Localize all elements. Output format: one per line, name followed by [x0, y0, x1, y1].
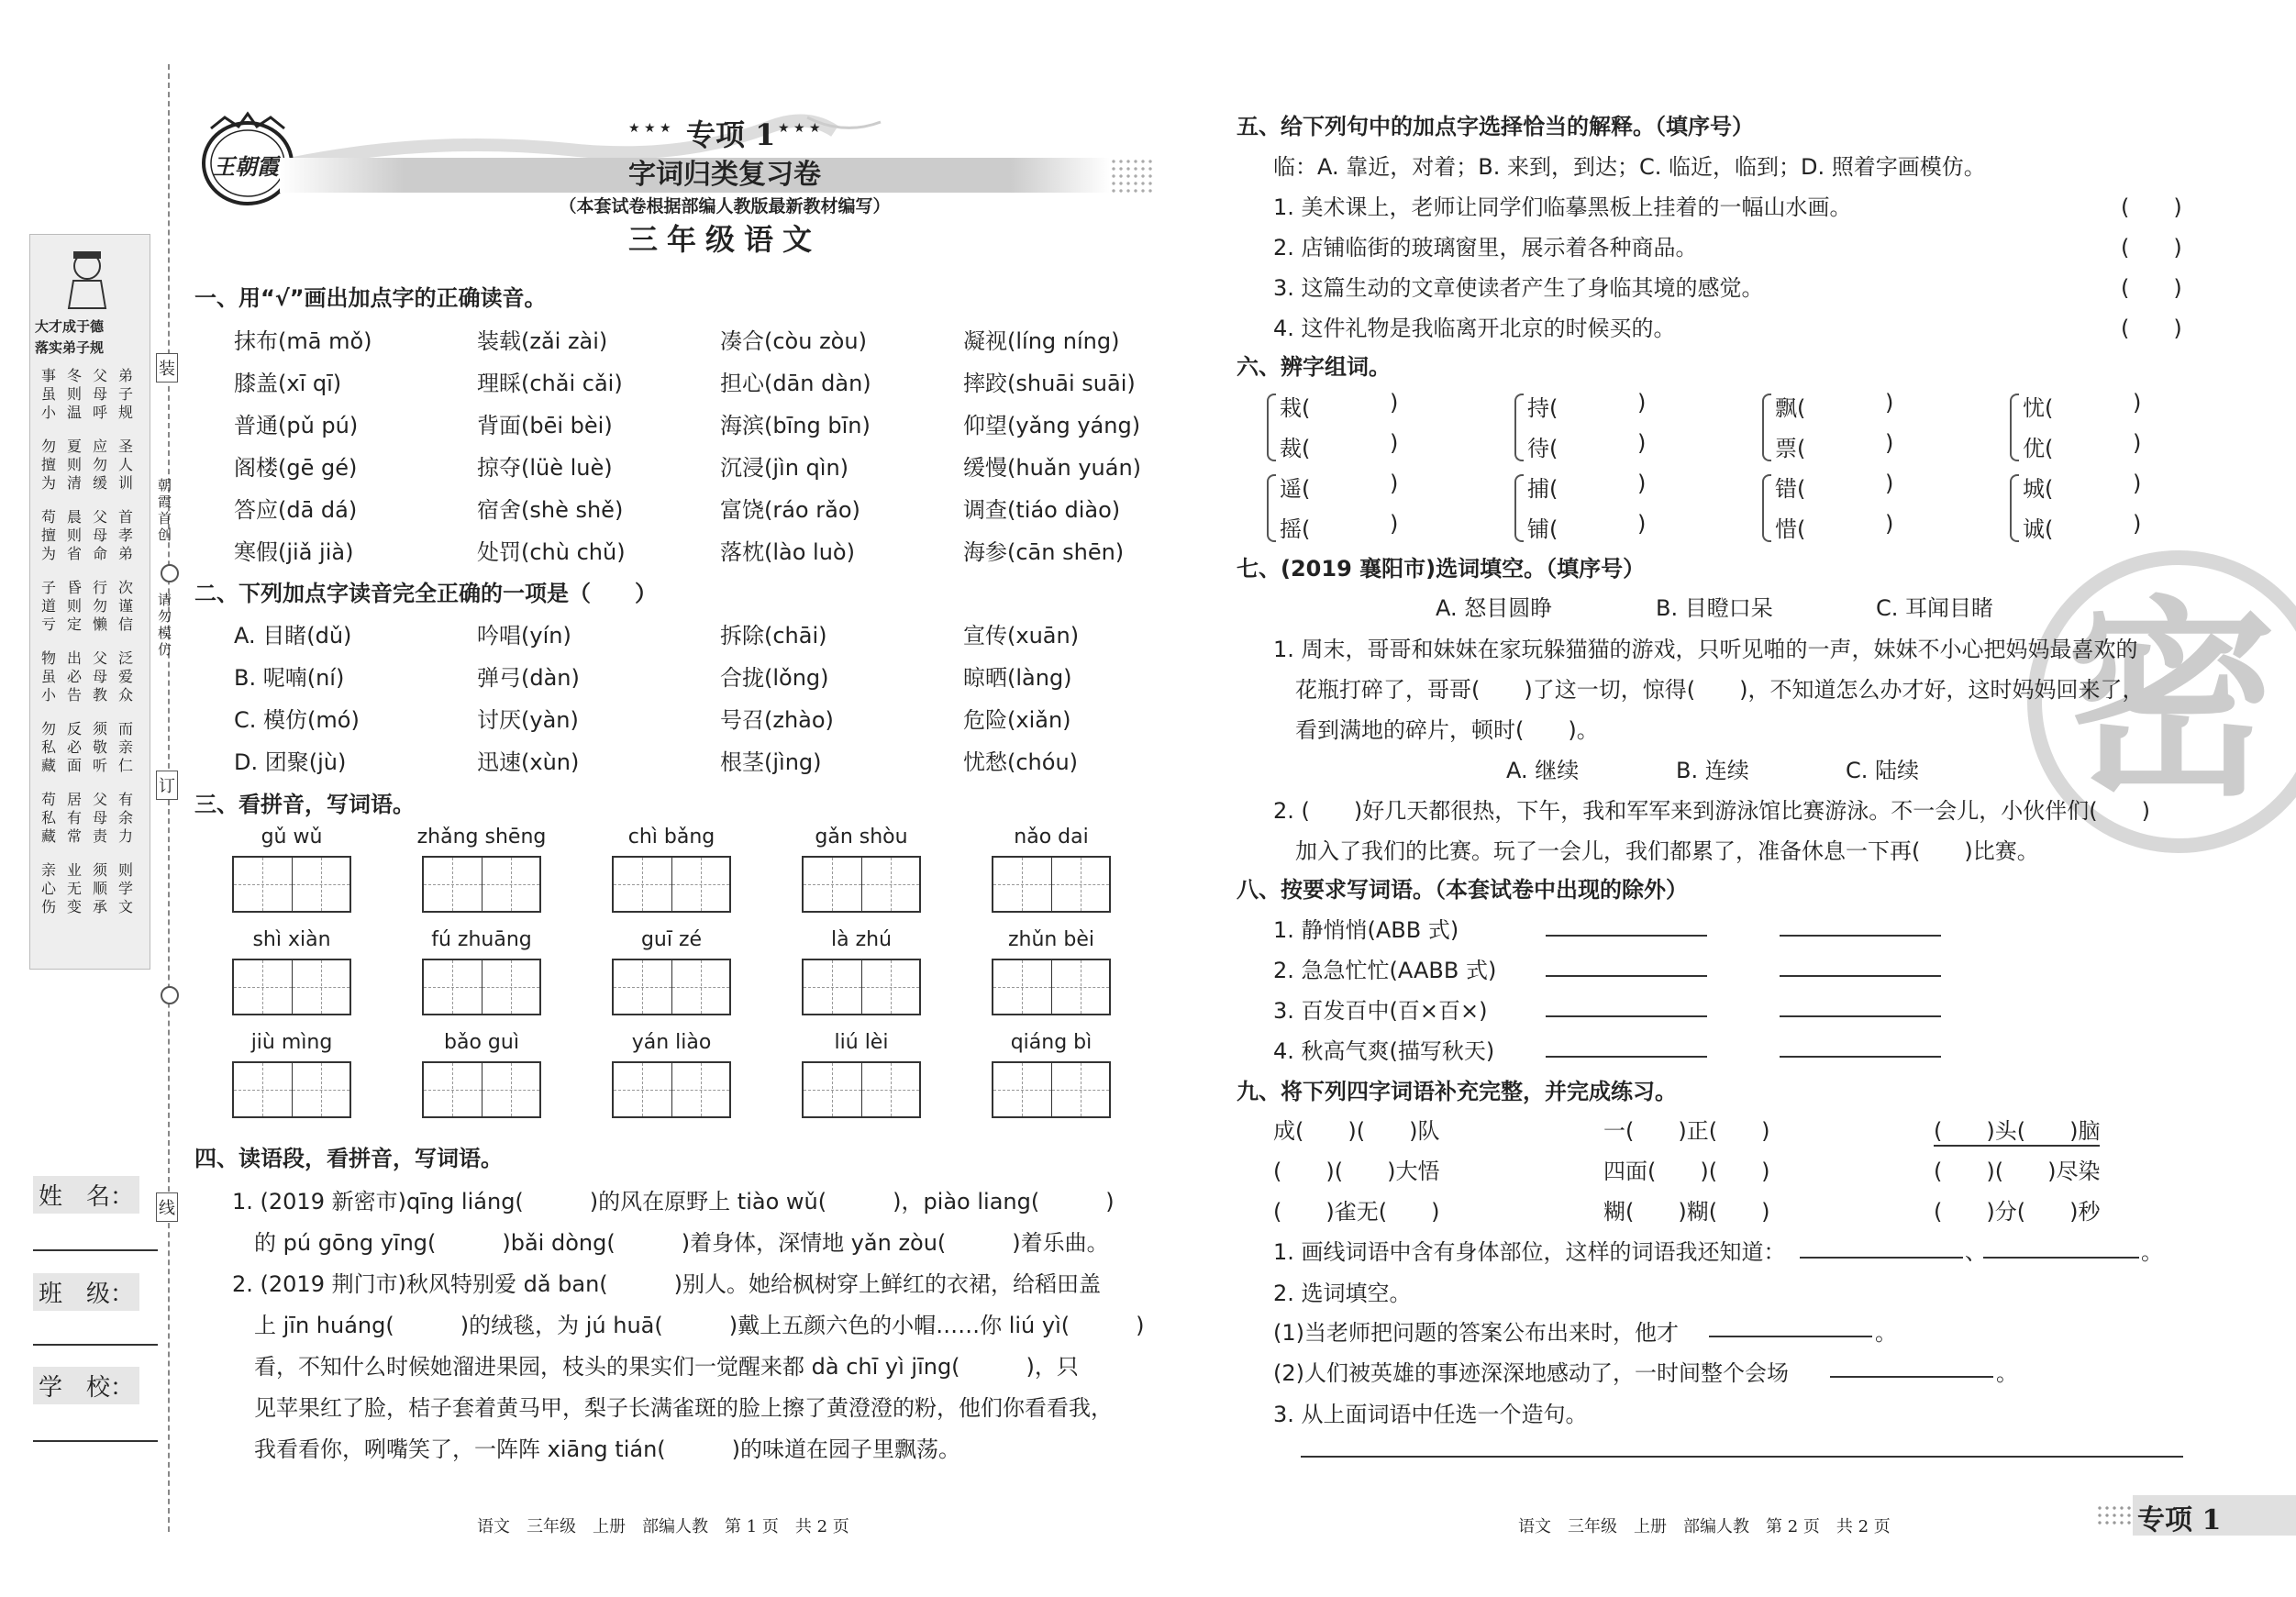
- q7-option: B. 连续: [1676, 758, 1749, 783]
- q2-item: B. 呢喃(ní): [234, 665, 345, 691]
- sidebar-verse: 夏则清: [66, 438, 82, 492]
- q8-item: 1. 静悄悄(ABB 式): [1273, 917, 1459, 943]
- q2-item: 拆除(chāi): [720, 623, 827, 649]
- sidebar-verse: 首孝弟: [117, 508, 133, 562]
- q2-item: 合拢(lǒng): [720, 665, 829, 691]
- q3-pinyin: zhǎng shēng: [416, 826, 547, 848]
- q1-item[interactable]: 处罚(chù chǔ): [477, 539, 626, 565]
- q1-item[interactable]: 落枕(lào luò): [720, 539, 855, 565]
- q6-char: 捕(: [1527, 476, 1558, 502]
- q8-answer-blank[interactable]: [1780, 1056, 1941, 1058]
- sidebar-verse: 子道亏: [40, 579, 56, 633]
- school-field[interactable]: [33, 1440, 158, 1442]
- q1-item[interactable]: 抹布(mā mǒ): [234, 328, 372, 354]
- q6-brace: [1267, 394, 1276, 461]
- q8-item: 2. 急急忙忙(AABB 式): [1273, 958, 1497, 983]
- q1-item[interactable]: 仰望(yǎng yáng): [963, 413, 1141, 438]
- sidebar-verse: 晨则省: [66, 508, 82, 562]
- q1-item[interactable]: 海滨(bīng bīn): [720, 413, 871, 438]
- q1-item[interactable]: 掠夺(lüè luè): [477, 455, 613, 481]
- mascot-icon: [55, 246, 119, 310]
- q6-char: 摇(: [1280, 516, 1311, 542]
- q5-answer-blank[interactable]: ( ): [2121, 316, 2182, 341]
- q6-close[interactable]: ): [2133, 430, 2142, 456]
- q7-title: 七、(2019 襄阳市)选词填空。（填序号）: [1237, 556, 1646, 582]
- q3-pinyin: guī zé: [640, 928, 703, 951]
- q2-item: 根茎(jìng): [720, 749, 822, 775]
- q1-item[interactable]: 背面(bēi bèi): [477, 413, 613, 438]
- q3-writing-box[interactable]: [802, 856, 921, 913]
- q1-item[interactable]: 膝盖(xī qī): [234, 371, 342, 396]
- sidebar-verse: 出必告: [66, 649, 82, 704]
- q9-line4-end: 。: [1996, 1360, 2018, 1386]
- q1-item[interactable]: 海参(cān shēn): [963, 539, 1125, 565]
- q3-pinyin: qiáng bì: [1010, 1031, 1093, 1054]
- vertical-mark-zhuang: 装: [156, 353, 178, 383]
- q6-brace: [1762, 474, 1771, 542]
- q6-close[interactable]: ): [2133, 471, 2142, 496]
- q9-line3-end: 。: [1875, 1320, 1897, 1346]
- header-stars-right: ★ ★ ★: [778, 121, 821, 136]
- q8-answer-blank[interactable]: [1546, 1056, 1707, 1058]
- q3-writing-box[interactable]: [232, 856, 351, 913]
- sidebar-verse: 有余力: [117, 791, 133, 845]
- q2-item: 晾晒(làng): [963, 665, 1072, 691]
- q4-line: 1. (2019 新密市)qīng liáng( )的风在原野上 tiào wǔ( )，piào liang( ): [232, 1189, 1115, 1214]
- q3-pinyin: là zhú: [830, 928, 893, 951]
- q3-writing-box[interactable]: [612, 856, 731, 913]
- q1-item[interactable]: 凝视(líng níng): [963, 328, 1120, 354]
- q1-item[interactable]: 答应(dā dá): [234, 497, 358, 523]
- q7-option: A. 继续: [1506, 758, 1580, 783]
- q1-item[interactable]: 担心(dān dàn): [720, 371, 871, 396]
- secret-seal-text: 密: [2066, 580, 2278, 825]
- q9-line3: (1)当老师把问题的答案公布出来时，他才: [1273, 1320, 1679, 1346]
- q6-char: 忧(: [2023, 395, 2054, 421]
- sidebar-verse: 苟私藏: [40, 791, 56, 845]
- q9-idiom[interactable]: 糊( )糊( ): [1603, 1199, 1770, 1225]
- footer-right: 语文 三年级 上册 部编人教 第 2 页 共 2 页: [1518, 1517, 1891, 1536]
- q7-sentence: 加入了我们的比赛。玩了一会儿，我们都累了，准备休息一下再( )比赛。: [1273, 838, 2039, 864]
- q9-line1: 1. 画线词语中含有身体部位，这样的词语我还知道：: [1273, 1239, 1786, 1265]
- q3-pinyin: zhǔn bèi: [1008, 928, 1094, 951]
- q9-idiom[interactable]: ( )( )尽染: [1934, 1159, 2101, 1184]
- footer-left: 语文 三年级 上册 部编人教 第 1 页 共 2 页: [477, 1517, 849, 1536]
- q3-writing-box[interactable]: [802, 959, 921, 1015]
- q7-option: C. 耳闻目睹: [1876, 595, 1994, 621]
- q6-brace: [1267, 474, 1276, 542]
- q1-item[interactable]: 理睬(chǎi cǎi): [477, 371, 623, 396]
- q4-line: 看，不知什么时候她溜进果园，枝头的果实们一觉醒来都 dà chī yì jīng( )，只: [232, 1354, 1079, 1380]
- q7-option: A. 怒目圆睁: [1436, 595, 1553, 621]
- q3-writing-box[interactable]: [992, 1061, 1111, 1118]
- q9-line5: 3. 从上面词语中任选一个造句。: [1273, 1402, 1588, 1427]
- header-stars-left: ★ ★ ★: [628, 121, 671, 136]
- q6-char: 飘(: [1775, 395, 1806, 421]
- q6-brace: [1762, 394, 1771, 461]
- q3-writing-box[interactable]: [802, 1061, 921, 1118]
- q5-item: 4. 这件礼物是我临离开北京的时候买的。: [1273, 316, 1676, 341]
- q8-answer-blank[interactable]: [1546, 935, 1707, 937]
- q3-pinyin: nǎo dai: [1014, 826, 1089, 848]
- q8-answer-blank[interactable]: [1546, 975, 1707, 977]
- q2-item: 讨厌(yàn): [477, 707, 579, 733]
- q1-item[interactable]: 富饶(ráo rǎo): [720, 497, 860, 523]
- q9-answer-2[interactable]: [1709, 1336, 1872, 1337]
- q6-close[interactable]: ): [1885, 511, 1894, 537]
- q9-idiom[interactable]: ( )头( )脑: [1934, 1113, 2100, 1147]
- q5-item: 3. 这篇生动的文章使读者产生了身临其境的感觉。: [1273, 275, 1764, 301]
- q5-answer-blank[interactable]: ( ): [2121, 235, 2182, 261]
- q6-char: 优(: [2023, 436, 2054, 461]
- q4-line: 2. (2019 荆门市)秋风特别爱 dǎ ban( )别人。她给枫树穿上鲜红的衣裙，给稻田盖: [232, 1271, 1102, 1297]
- q7-sentence: 看到满地的碎片，顿时( )。: [1273, 717, 1599, 743]
- q4-line: 我看看你，咧嘴笑了，一阵阵 xiāng tián( )的味道在园子里飘荡。: [232, 1436, 961, 1462]
- q6-close[interactable]: ): [1637, 511, 1647, 537]
- q9-line2: 2. 选词填空。: [1273, 1281, 1412, 1306]
- q2-item: C. 模仿(mó): [234, 707, 360, 733]
- q6-char: 惜(: [1775, 516, 1806, 542]
- sidebar-verse: 物虽小: [40, 649, 56, 704]
- q3-pinyin: chì bǎng: [627, 826, 715, 848]
- q6-brace: [1514, 394, 1524, 461]
- q6-close[interactable]: ): [1885, 430, 1894, 456]
- q4-line: 的 pú gōng yīng( )bǎi dòng( )着身体，深情地 yǎn zòu( )着乐曲。: [232, 1230, 1109, 1256]
- q6-char: 栽(: [1280, 395, 1311, 421]
- q3-pinyin: jiù mìng: [250, 1031, 333, 1054]
- tab-label: 专项 1: [2137, 1504, 2222, 1536]
- q2-item: 吟唱(yín): [477, 623, 571, 649]
- q6-close[interactable]: ): [1390, 390, 1399, 416]
- sidebar-verse: 行勿懒: [92, 579, 107, 633]
- vertical-mark-ding: 订: [156, 771, 178, 800]
- q1-item[interactable]: 摔跤(shuāi suāi): [963, 371, 1136, 396]
- name-field[interactable]: [33, 1249, 158, 1251]
- sidebar-verse: 事虽小: [40, 367, 56, 421]
- q4-title: 四、读语段，看拼音，写词语。: [194, 1146, 503, 1171]
- q3-writing-box[interactable]: [422, 856, 541, 913]
- sidebar-verse: 则学文: [117, 861, 133, 915]
- q8-answer-blank[interactable]: [1780, 1015, 1941, 1017]
- q3-pinyin: liú lèi: [834, 1031, 889, 1054]
- q7-sentence: 1. 周末，哥哥和妹妹在家玩躲猫猫的游戏，只听见啪的一声，妹妹不小心把妈妈最喜欢的: [1273, 637, 2138, 662]
- sidebar-verse: 泛爱众: [117, 649, 133, 704]
- sidebar-verse: 业无变: [66, 861, 82, 915]
- q2-item: 号召(zhào): [720, 707, 834, 733]
- q9-idiom[interactable]: ( )分( )秒: [1934, 1199, 2101, 1225]
- sidebar-verse: 反必面: [66, 720, 82, 774]
- sidebar-verse: 圣人训: [117, 438, 133, 492]
- q9-answer-1b[interactable]: [1983, 1257, 2139, 1259]
- q3-writing-box[interactable]: [232, 1061, 351, 1118]
- sidebar-verse: 而亲仁: [117, 720, 133, 774]
- q8-item: 3. 百发百中(百×百×): [1273, 998, 1488, 1024]
- q3-pinyin: shì xiàn: [252, 928, 331, 951]
- q3-writing-box[interactable]: [612, 1061, 731, 1118]
- vertical-mark-xian: 线: [156, 1192, 178, 1222]
- q2-item: 弹弓(dàn): [477, 665, 580, 691]
- q4-line: 上 jīn huáng( )的绒毯，为 jú huā( )戴上五颜六色的小帽……你 liú yì( ): [232, 1313, 1145, 1338]
- name-label: 姓 名：: [33, 1176, 139, 1214]
- q3-writing-box[interactable]: [422, 959, 541, 1015]
- q9-idiom[interactable]: 四面( )( ): [1603, 1159, 1770, 1184]
- q6-close[interactable]: ): [1390, 511, 1399, 537]
- q9-line4: (2)人们被英雄的事迹深深地感动了，一时间整个会场: [1273, 1360, 1789, 1386]
- q6-close[interactable]: ): [1885, 471, 1894, 496]
- q5-definition: 临：A. 靠近，对着；B. 来到，到达；C. 临近，临到；D. 照着字画模仿。: [1273, 154, 1986, 180]
- page-title: 字词归类复习卷: [628, 159, 821, 191]
- q4-line: 见苹果红了脸，桔子套着黄马甲，梨子长满雀斑的脸上擦了黄澄澄的粉，他们你看看我，: [232, 1395, 1113, 1421]
- q6-brace: [2010, 474, 2019, 542]
- q3-pinyin: gǎn shòu: [815, 826, 908, 848]
- q9-title: 九、将下列四字词语补充完整，并完成练习。: [1237, 1079, 1677, 1104]
- q9-line1-end: 。: [2141, 1239, 2163, 1265]
- q8-answer-blank[interactable]: [1780, 975, 1941, 977]
- sidebar-verse: 父母命: [92, 508, 107, 562]
- sidebar-verse: 应勿缓: [92, 438, 107, 492]
- school-label: 学 校：: [33, 1367, 139, 1404]
- q6-title: 六、辨字组词。: [1237, 354, 1391, 380]
- q6-close[interactable]: ): [1885, 390, 1894, 416]
- sidebar-verse: 居有常: [66, 791, 82, 845]
- q6-close[interactable]: ): [2133, 390, 2142, 416]
- class-field[interactable]: [33, 1344, 158, 1346]
- q6-char: 持(: [1527, 395, 1558, 421]
- q1-title: 一、用“√”画出加点字的正确读音。: [194, 285, 547, 311]
- q6-close[interactable]: ): [1390, 430, 1399, 456]
- q8-answer-blank[interactable]: [1780, 935, 1941, 937]
- q1-item[interactable]: 阁楼(gē gé): [234, 455, 358, 481]
- class-label: 班 级：: [33, 1273, 139, 1311]
- header-topic: 专项 1: [686, 117, 776, 152]
- q9-sentence-line[interactable]: [1301, 1456, 2183, 1458]
- q6-char: 待(: [1527, 436, 1558, 461]
- binding-hole-2: [161, 986, 179, 1004]
- q3-writing-box[interactable]: [232, 959, 351, 1015]
- q9-idiom[interactable]: ( )雀无( ): [1273, 1199, 1440, 1225]
- q5-title: 五、给下列句中的加点字选择恰当的解释。（填序号）: [1237, 114, 1754, 139]
- logo-text: 王朝霞: [213, 153, 279, 180]
- sidebar-verse: 弟子规: [117, 367, 133, 421]
- q9-line1-sep: 、: [1965, 1239, 1987, 1265]
- q7-option: C. 陆续: [1846, 758, 1920, 783]
- q2-item: D. 团聚(jù): [234, 749, 347, 775]
- q2-item: 危险(xiǎn): [963, 707, 1071, 733]
- title-bar-dots: [1110, 158, 1156, 193]
- q8-item: 4. 秋高气爽(描写秋天): [1273, 1038, 1495, 1064]
- q6-close[interactable]: ): [1637, 430, 1647, 456]
- sidebar-verse: 昏则定: [66, 579, 82, 633]
- q1-item[interactable]: 凑合(còu zòu): [720, 328, 867, 354]
- q3-writing-box[interactable]: [422, 1061, 541, 1118]
- q7-option: B. 目瞪口呆: [1656, 595, 1773, 621]
- q1-item[interactable]: 普通(pǔ pú): [234, 413, 359, 438]
- q6-close[interactable]: ): [1637, 471, 1647, 496]
- q9-answer-1a[interactable]: [1800, 1257, 1963, 1259]
- q8-title: 八、按要求写词语。（本套试卷中出现的除外）: [1237, 877, 1688, 903]
- sidebar-verse: 次谨信: [117, 579, 133, 633]
- sidebar-verse: 须顺承: [92, 861, 107, 915]
- q5-item: 1. 美术课上，老师让同学们临摹黑板上挂着的一幅山水画。: [1273, 194, 1852, 220]
- q8-answer-blank[interactable]: [1546, 1015, 1707, 1017]
- q6-brace: [2010, 394, 2019, 461]
- sidebar-verse: 父母责: [92, 791, 107, 845]
- sidebar-verse: 勿擅为: [40, 438, 56, 492]
- q3-pinyin: fú zhuāng: [431, 928, 532, 951]
- sidebar-motto-1: 大才成于德: [35, 318, 105, 335]
- q6-char: 城(: [2023, 476, 2054, 502]
- q6-char: 遥(: [1280, 476, 1311, 502]
- q3-writing-box[interactable]: [992, 856, 1111, 913]
- grade-title: 三年级语文: [627, 222, 821, 257]
- vertical-mark-chuang: 朝霞首创: [158, 477, 172, 543]
- q6-close[interactable]: ): [1637, 390, 1647, 416]
- q3-pinyin: yán liào: [631, 1031, 712, 1054]
- q6-char: 票(: [1775, 436, 1806, 461]
- sidebar-motto-2: 落实弟子规: [35, 339, 105, 356]
- q3-title: 三、看拼音，写词语。: [194, 792, 415, 817]
- q2-item: 忧愁(chóu): [963, 749, 1079, 775]
- q6-close[interactable]: ): [2133, 511, 2142, 537]
- q2-item: 迅速(xùn): [477, 749, 580, 775]
- q7-sentence: 花瓶打碎了，哥哥( )了这一切，惊得( )，不知道怎么办才好，这时妈妈回来了，: [1273, 677, 2145, 703]
- sidebar-verse: 亲心伤: [40, 861, 56, 915]
- sidebar-verse: 须敬听: [92, 720, 107, 774]
- q3-writing-box[interactable]: [612, 959, 731, 1015]
- q6-char: 错(: [1775, 476, 1806, 502]
- q6-char: 裁(: [1280, 436, 1311, 461]
- q1-item[interactable]: 缓慢(huǎn yuán): [963, 455, 1142, 481]
- q3-pinyin: gǔ wǔ: [261, 826, 323, 848]
- q2-title: 二、下列加点字读音完全正确的一项是（ ）: [194, 581, 657, 606]
- q5-item: 2. 店铺临街的玻璃窗里，展示着各种商品。: [1273, 235, 1698, 261]
- q6-close[interactable]: ): [1390, 471, 1399, 496]
- q5-answer-blank[interactable]: ( ): [2121, 194, 2182, 220]
- q9-idiom[interactable]: 一( )正( ): [1603, 1118, 1770, 1144]
- q3-writing-box[interactable]: [992, 959, 1111, 1015]
- page-note: （本套试卷根据部编人教版最新教材编写）: [559, 196, 891, 216]
- q1-item[interactable]: 装载(zǎi zài): [477, 328, 608, 354]
- binding-hole-1: [161, 564, 179, 582]
- q6-char: 诚(: [2023, 516, 2054, 542]
- q6-brace: [1514, 474, 1524, 542]
- q3-pinyin: bǎo guì: [444, 1031, 519, 1054]
- tab-dots: [2096, 1504, 2131, 1526]
- q1-item[interactable]: 寒假(jiǎ jià): [234, 539, 354, 565]
- sidebar-verse: 父母教: [92, 649, 107, 704]
- q9-answer-3[interactable]: [1830, 1376, 1993, 1378]
- q2-item: A. 目睹(dǔ): [234, 623, 352, 649]
- sidebar-verse: 冬则温: [66, 367, 82, 421]
- q1-item[interactable]: 沉浸(jìn qìn): [720, 455, 849, 481]
- sidebar-verse: 父母呼: [92, 367, 107, 421]
- q9-idiom[interactable]: ( )( )大悟: [1273, 1159, 1440, 1184]
- q7-sentence: 2. ( )好几天都很热，下午，我和军军来到游泳馆比赛游泳。不一会儿，小伙伴们( ): [1273, 798, 2150, 824]
- sidebar-verse: 苟擅为: [40, 508, 56, 562]
- sidebar-verse: 勿私藏: [40, 720, 56, 774]
- q5-answer-blank[interactable]: ( ): [2121, 275, 2182, 301]
- q1-item[interactable]: 调查(tiáo diào): [963, 497, 1121, 523]
- q9-idiom[interactable]: 成( )( )队: [1273, 1118, 1440, 1144]
- q2-item: 宣传(xuān): [963, 623, 1080, 649]
- q6-char: 铺(: [1527, 516, 1558, 542]
- vertical-mark-mofang: 请勿模仿: [158, 592, 172, 658]
- q1-item[interactable]: 宿舍(shè shě): [477, 497, 624, 523]
